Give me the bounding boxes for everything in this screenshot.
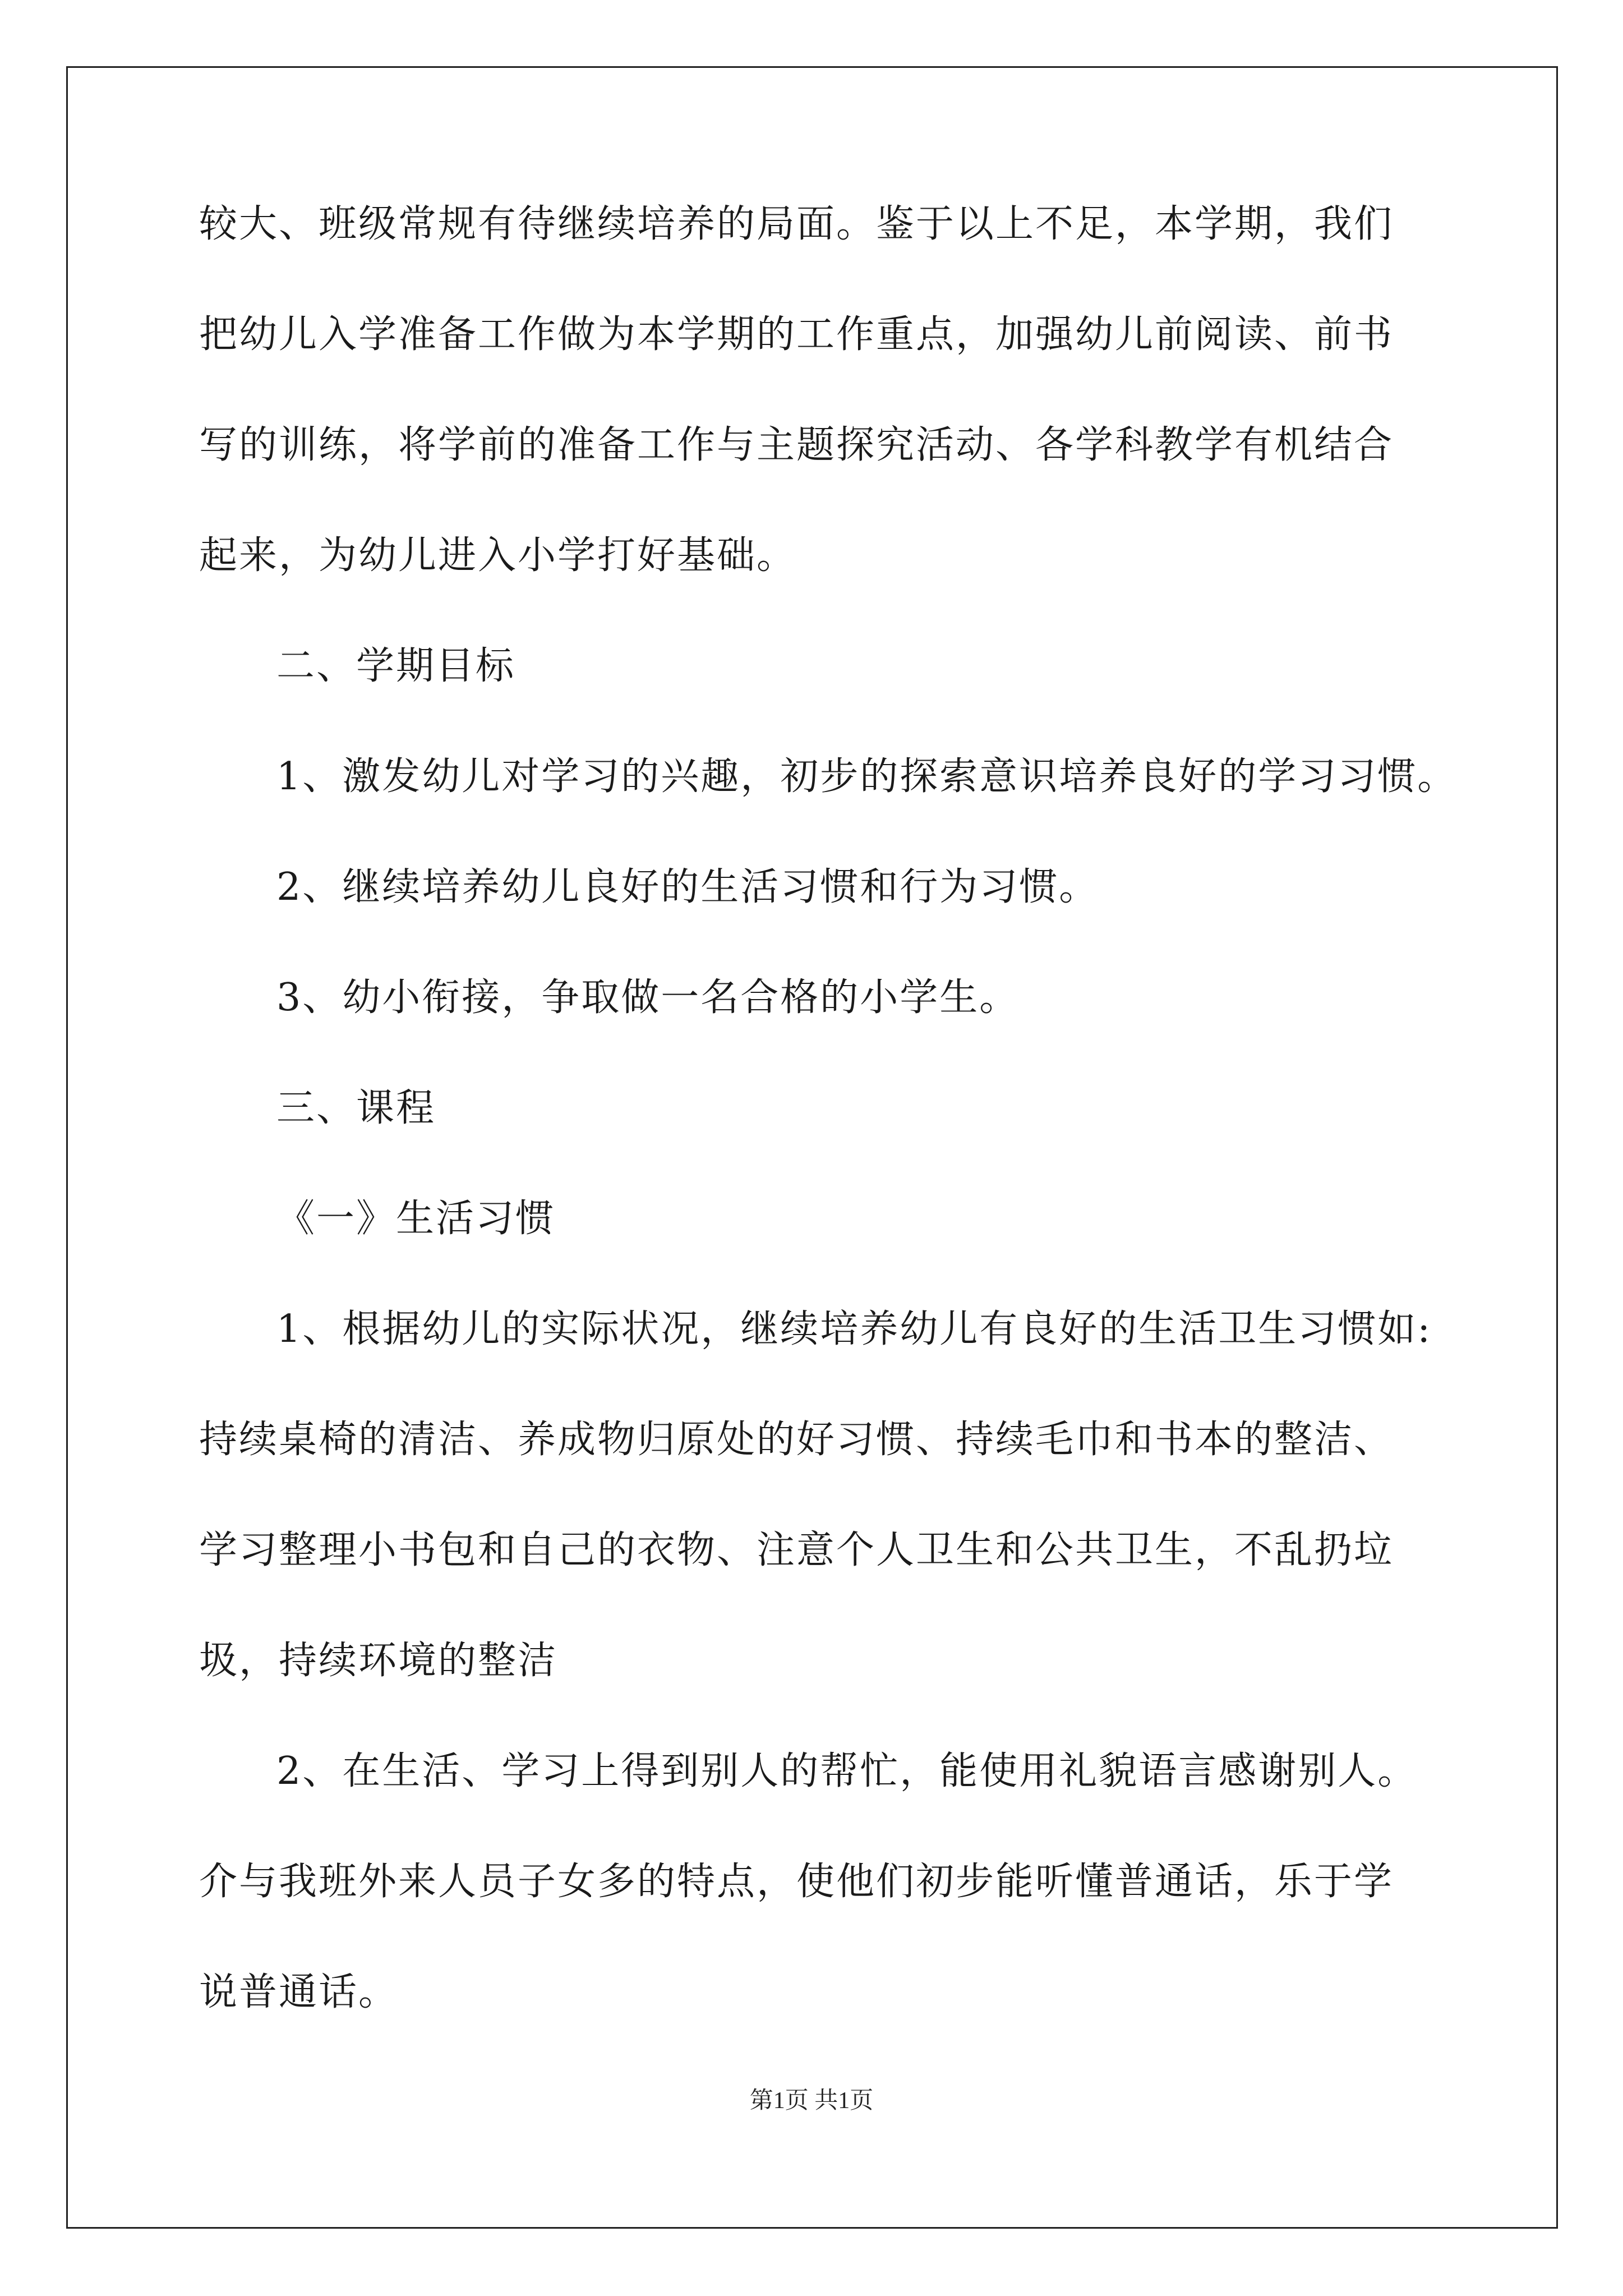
paragraph-line: 较大、班级常规有待继续培养的局面。鉴于以上不足，本学期，我们 <box>199 202 1394 246</box>
section-heading: 三、课程 <box>276 1086 436 1130</box>
list-item: 2、在生活、学习上得到别人的帮忙，能使用礼貌语言感谢别人。 <box>276 1749 1418 1793</box>
list-item: 2、继续培养幼儿良好的生活习惯和行为习惯。 <box>276 865 1099 909</box>
section-heading: 二、学期目标 <box>276 644 516 688</box>
paragraph-line: 说普通话。 <box>199 1970 399 2014</box>
paragraph-line: 圾，持续环境的整洁 <box>199 1639 558 1683</box>
list-item: 1、激发幼儿对学习的兴趣，初步的探索意识培养良好的学习习惯。 <box>276 754 1458 799</box>
page-number-footer: 第1页 共1页 <box>749 2088 874 2114</box>
paragraph-line: 介与我班外来人员子女多的特点，使他们初步能听懂普通话，乐于学 <box>199 1860 1394 1904</box>
list-item: 1、根据幼儿的实际状况，继续培养幼儿有良好的生活卫生习惯如: <box>276 1307 1432 1351</box>
subsection-heading: 《一》生活习惯 <box>276 1197 556 1241</box>
paragraph-line: 写的训练，将学前的准备工作与主题探究活动、各学科教学有机结合 <box>199 423 1394 467</box>
list-item: 3、幼小衔接，争取做一名合格的小学生。 <box>276 976 1020 1020</box>
paragraph-line: 把幼儿入学准备工作做为本学期的工作重点，加强幼儿前阅读、前书 <box>199 312 1394 357</box>
paragraph-line: 学习整理小书包和自己的衣物、注意个人卫生和公共卫生，不乱扔垃 <box>199 1528 1394 1572</box>
paragraph-line: 起来，为幼儿进入小学打好基础。 <box>199 533 797 578</box>
paragraph-line: 持续桌椅的清洁、养成物归原处的好习惯、持续毛巾和书本的整洁、 <box>199 1418 1394 1462</box>
